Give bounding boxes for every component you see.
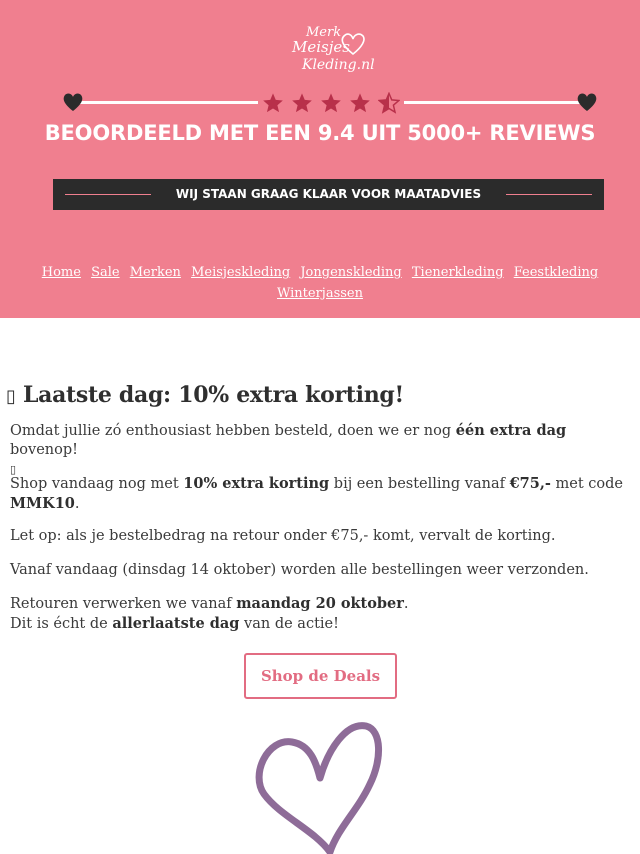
p1-text: Omdat jullie zó enthousiast hebben besteld, doen we er nog (10, 423, 456, 439)
p2-bold-amount: €75,- (509, 475, 551, 492)
p6-text: Dit is écht de (10, 616, 113, 632)
p2-text: bij een bestelling vanaf (329, 476, 510, 492)
p1-bold: één extra dag (455, 422, 567, 439)
missing-emoji-glyph: ▯ (10, 463, 17, 476)
main-nav (20, 262, 620, 304)
heart-logo-icon (340, 32, 366, 56)
reviews-banner-text: BEOORDEELD MET EEN 9.4 UIT 5000+ REVIEWS (44, 121, 596, 145)
logo-line-1: Merk (306, 25, 342, 40)
p2-bold-discount: 10% extra korting (183, 475, 330, 492)
star-filled-icon (349, 92, 371, 114)
heart-icon (576, 92, 598, 112)
maatadvies-text: WIJ STAAN GRAAG KLAAR VOOR MAATADVIES (175, 187, 482, 201)
page-title (6, 382, 404, 408)
star-filled-icon (320, 92, 342, 114)
star-filled-icon (262, 92, 284, 114)
p2-text: met code (550, 476, 624, 492)
nav-link-sale[interactable]: Sale (91, 265, 120, 280)
rating-row (62, 88, 598, 118)
paragraph-discount (10, 474, 634, 514)
headline-text: Laatste dag: 10% extra korting! (22, 382, 404, 408)
missing-emoji-glyph: ▯ (6, 386, 16, 407)
nav-link-feestkleding[interactable]: Feestkleding (513, 265, 599, 280)
paragraph-shipping: Vanaf vandaag (dinsdag 14 oktober) worden alle bestellingen weer verzonden. (10, 562, 589, 578)
discount-code: MMK10 (10, 495, 75, 512)
maatadvies-banner[interactable] (53, 179, 604, 210)
nav-link-winterjassen[interactable]: Winterjassen (277, 286, 363, 301)
star-filled-icon (291, 92, 313, 114)
nav-link-home[interactable]: Home (41, 265, 81, 280)
nav-link-merken[interactable]: Merken (129, 265, 181, 280)
p5-bold-date: maandag 20 oktober (236, 595, 404, 612)
star-half-icon (378, 92, 400, 114)
nav-link-jongenskleding[interactable]: Jongenskleding (300, 265, 402, 280)
header (0, 0, 640, 318)
paragraph-extra-day (10, 421, 634, 479)
logo-line-3: Kleding.nl (302, 57, 375, 73)
logo-line-2: Meisjes (292, 38, 350, 56)
p1-text-end: bovenop! (10, 442, 78, 458)
rating-stars (258, 88, 404, 118)
p6-bold: allerlaatste dag (112, 615, 240, 632)
p2-text-end: . (74, 496, 80, 512)
p2-text: Shop vandaag nog met (10, 476, 184, 492)
p6-text-end: van de actie! (239, 616, 339, 632)
p5-text: Retouren verwerken we vanaf (10, 596, 237, 612)
heart-icon (62, 92, 84, 112)
nav-link-meisjeskleding[interactable]: Meisjeskleding (191, 265, 291, 280)
paragraph-returns (10, 594, 634, 634)
heart-outline-icon (254, 720, 386, 854)
p5-text-end: . (403, 596, 409, 612)
banner-divider (506, 194, 592, 195)
nav-link-tienerkleding[interactable]: Tienerkleding (411, 265, 504, 280)
shop-deals-button[interactable]: Shop de Deals (244, 653, 397, 699)
brand-logo[interactable] (282, 22, 378, 80)
paragraph-note: Let op: als je bestelbedrag na retour onder €75,- komt, vervalt de korting. (10, 528, 556, 544)
